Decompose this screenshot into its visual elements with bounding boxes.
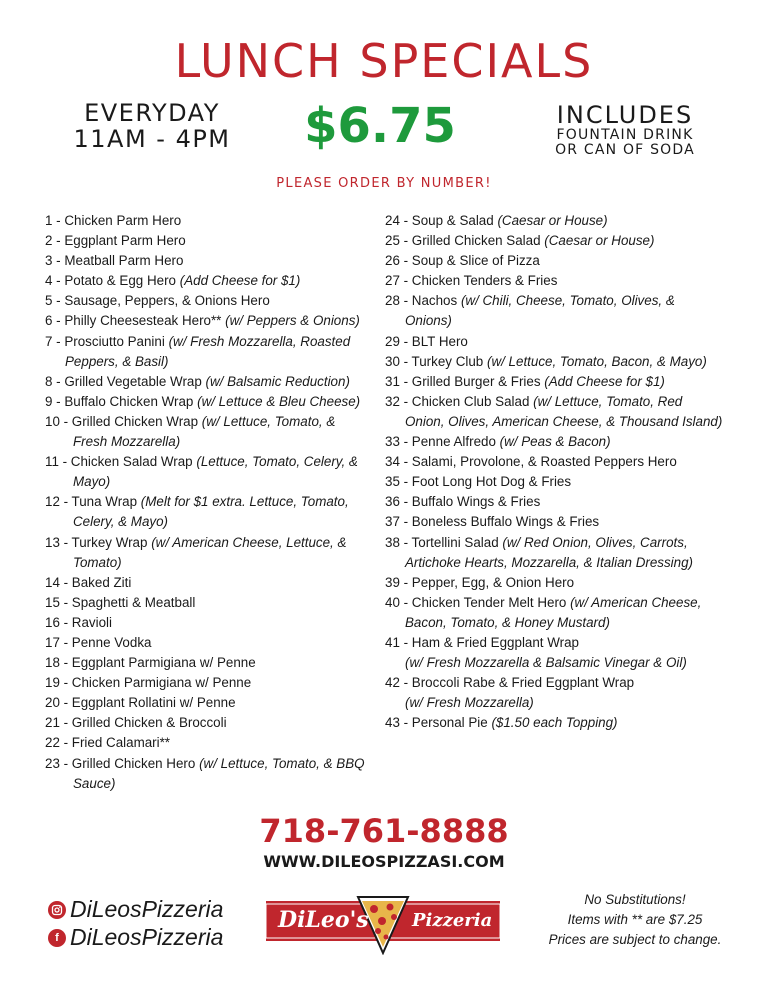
menu-item-description: (Lettuce, Tomato, Celery, &	[196, 454, 358, 470]
menu-item-description: (Caesar or House)	[497, 213, 608, 228]
order-by-number-note: PLEASE ORDER BY NUMBER!	[276, 176, 492, 191]
menu-item-name: 13 - Turkey Wrap	[45, 534, 148, 550]
menu-item	[45, 693, 375, 713]
menu-item-name: 6 - Philly Cheesesteak Hero**	[45, 313, 222, 329]
menu-item-name: 16 - Ravioli	[45, 614, 112, 630]
menu-item	[45, 673, 375, 693]
facebook-handle[interactable]	[48, 924, 223, 951]
menu-item	[45, 332, 375, 372]
menu-item	[45, 573, 375, 593]
menu-item-name: 32 - Chicken Club Salad	[385, 393, 530, 409]
menu-item-name: 17 - Penne Vodka	[45, 634, 152, 650]
dileos-logo	[266, 893, 500, 955]
website-link[interactable]: WWW.DILEOSPIZZASI.COM	[263, 852, 505, 871]
menu-item-description-continued: Tomato)	[73, 554, 122, 570]
menu-item-description-continued: (w/ Fresh Mozzarella & Balsamic Vinegar & Oil)	[405, 655, 687, 671]
menu-item-name: 11 - Chicken Salad Wrap	[45, 454, 193, 470]
menu-item	[45, 713, 375, 733]
menu-item-name: 37 - Boneless Buffalo Wings & Fries	[385, 514, 600, 530]
phone-number[interactable]: 718-761-8888	[259, 812, 509, 850]
includes-line-drink: FOUNTAIN DRINK	[556, 127, 694, 143]
menu-item	[385, 713, 725, 733]
menu-item	[45, 412, 375, 452]
menu-item-name: 20 - Eggplant Rollatini w/ Penne	[45, 695, 236, 711]
menu-item-description-continued: Onions)	[405, 313, 452, 329]
menu-item-name: 43 - Personal Pie	[385, 715, 488, 731]
menu-item	[45, 251, 375, 271]
menu-item-description: (w/ American Cheese,	[570, 594, 702, 610]
menu-item-name: 42 - Broccoli Rabe & Fried Eggplant Wrap	[385, 675, 635, 691]
instagram-label: DiLeosPizzeria	[70, 896, 224, 922]
menu-item-description: (w/ Lettuce, Tomato, Bacon, & Mayo)	[486, 353, 707, 369]
note-starred-price: Items with ** are $7.25	[567, 912, 703, 927]
special-price: $6.75	[304, 98, 456, 154]
menu-item	[385, 251, 725, 271]
menu-item-name: 40 - Chicken Tender Melt Hero	[385, 594, 567, 610]
menu-item	[385, 512, 725, 532]
menu-item-description-continued: Celery, & Mayo)	[73, 514, 168, 530]
page-title: LUNCH SPECIALS	[174, 34, 594, 88]
menu-column-right	[385, 211, 725, 733]
instagram-icon	[48, 901, 66, 919]
menu-item	[45, 452, 375, 492]
menu-item-name: 9 - Buffalo Chicken Wrap	[45, 393, 194, 409]
menu-item	[385, 332, 725, 352]
menu-item	[385, 392, 725, 432]
menu-item-description-continued: Bacon, Tomato, & Honey Mustard)	[405, 614, 610, 630]
menu-item-name: 4 - Potato & Egg Hero	[45, 273, 177, 289]
footer-notes	[540, 890, 730, 950]
menu-item-description: (w/ Lettuce, Tomato, &	[201, 413, 336, 429]
menu-item-description: (w/ Lettuce, Tomato, Red	[533, 393, 683, 409]
menu-item	[385, 472, 725, 492]
menu-item-name: 38 - Tortellini Salad	[385, 534, 499, 550]
menu-item	[385, 673, 725, 713]
hours-days: EVERYDAY	[84, 99, 220, 127]
hours-time: 11AM - 4PM	[73, 125, 231, 153]
facebook-icon: f	[48, 929, 66, 947]
hours-block	[72, 100, 232, 152]
menu-item-name: 29 - BLT Hero	[385, 333, 468, 349]
menu-item-description: (Add Cheese for $1)	[544, 373, 665, 389]
menu-item	[45, 754, 375, 794]
logo-text-pizzeria: Pizzeria	[412, 910, 493, 931]
menu-item-name: 24 - Soup & Salad	[385, 213, 494, 228]
menu-item	[45, 653, 375, 673]
menu-item-name: 1 - Chicken Parm Hero	[45, 213, 182, 228]
menu-item	[45, 271, 375, 291]
menu-item-name: 26 - Soup & Slice of Pizza	[385, 253, 540, 269]
menu-item	[45, 533, 375, 573]
menu-item-description: (w/ Peppers & Onions)	[225, 313, 360, 329]
menu-item-description-continued: Fresh Mozzarella)	[73, 434, 181, 450]
menu-item	[385, 593, 725, 633]
menu-item-name: 33 - Penne Alfredo	[385, 434, 496, 450]
menu-item	[385, 271, 725, 291]
includes-block	[540, 102, 710, 158]
menu-item	[385, 533, 725, 573]
menu-item-name: 41 - Ham & Fried Eggplant Wrap	[385, 634, 580, 650]
menu-item-description: (w/ Lettuce, Tomato, & BBQ	[199, 755, 365, 771]
menu-item	[385, 633, 725, 673]
menu-item-description: ($1.50 each Topping)	[491, 715, 618, 731]
menu-item-name: 34 - Salami, Provolone, & Roasted Peppers Hero	[385, 454, 677, 470]
menu-item	[385, 452, 725, 472]
menu-item-description: (Melt for $1 extra. Lettuce, Tomato,	[140, 494, 349, 510]
menu-item	[45, 211, 375, 231]
menu-item	[45, 613, 375, 633]
menu-item-description: (Add Cheese for $1)	[179, 273, 301, 289]
menu-item	[45, 492, 375, 532]
includes-line-soda: OR CAN OF SODA	[555, 142, 695, 158]
menu-item-name: 30 - Turkey Club	[385, 353, 484, 369]
menu-item-description: (w/ Chili, Cheese, Tomato, Olives, &	[460, 293, 675, 309]
menu-item-name: 18 - Eggplant Parmigiana w/ Penne	[45, 655, 256, 671]
menu-item-name: 14 - Baked Ziti	[45, 574, 132, 590]
menu-item-name: 39 - Pepper, Egg, & Onion Hero	[385, 574, 575, 590]
menu-item	[45, 372, 375, 392]
menu-item	[45, 231, 375, 251]
menu-item-name: 3 - Meatball Parm Hero	[45, 253, 184, 269]
menu-item-description: (w/ Red Onion, Olives, Carrots,	[502, 534, 688, 550]
menu-item-name: 25 - Grilled Chicken Salad	[385, 233, 541, 249]
menu-item	[45, 633, 375, 653]
menu-item-description: (w/ Peas & Bacon)	[499, 434, 611, 450]
menu-item-description: (w/ Lettuce & Bleu Cheese)	[197, 393, 361, 409]
menu-item-name: 19 - Chicken Parmigiana w/ Penne	[45, 675, 252, 691]
menu-item-name: 7 - Prosciutto Panini	[45, 333, 165, 349]
menu-item	[385, 432, 725, 452]
logo-text-dileos: DiLeo's	[278, 907, 369, 933]
menu-item-name: 35 - Foot Long Hot Dog & Fries	[385, 474, 572, 490]
menu-item-name: 5 - Sausage, Peppers, & Onions Hero	[45, 293, 270, 309]
menu-item	[385, 492, 725, 512]
menu-item	[45, 733, 375, 753]
menu-item-description: (w/ American Cheese, Lettuce, &	[151, 534, 347, 550]
menu-item	[45, 311, 375, 331]
menu-item	[385, 291, 725, 331]
note-prices-change: Prices are subject to change.	[548, 932, 722, 947]
menu-item	[385, 372, 725, 392]
menu-item	[385, 352, 725, 372]
menu-item	[385, 573, 725, 593]
menu-item-name: 2 - Eggplant Parm Hero	[45, 233, 186, 249]
menu-item-description-continued: Artichoke Hearts, Mozzarella, & Italian Dressing)	[405, 554, 694, 570]
menu-item-description-continued: (w/ Fresh Mozzarella)	[405, 695, 534, 711]
menu-item-name: 15 - Spaghetti & Meatball	[45, 594, 196, 610]
menu-item-description: (Caesar or House)	[544, 233, 655, 249]
menu-item-description-continued: Mayo)	[73, 474, 111, 490]
menu-item-name: 8 - Grilled Vegetable Wrap	[45, 373, 202, 389]
note-no-substitutions: No Substitutions!	[584, 892, 686, 907]
menu-item-description-continued: Peppers, & Basil)	[65, 353, 169, 369]
menu-item-name: 27 - Chicken Tenders & Fries	[385, 273, 558, 289]
menu-item-description: (w/ Balsamic Reduction)	[205, 373, 350, 389]
menu-item-name: 31 - Grilled Burger & Fries	[385, 373, 541, 389]
menu-item-description-continued: Sauce)	[73, 775, 116, 791]
menu-item	[45, 291, 375, 311]
menu-item-description: (w/ Fresh Mozzarella, Roasted	[168, 333, 351, 349]
menu-item	[45, 392, 375, 412]
menu-item-name: 36 - Buffalo Wings & Fries	[385, 494, 541, 510]
menu-item-name: 12 - Tuna Wrap	[45, 494, 138, 510]
menu-item-name: 10 - Grilled Chicken Wrap	[45, 413, 199, 429]
instagram-handle[interactable]	[48, 896, 223, 923]
menu-item-name: 22 - Fried Calamari**	[45, 735, 171, 751]
menu-item-description-continued: Onion, Olives, American Cheese, & Thousand Island)	[405, 413, 723, 429]
menu-item-name: 23 - Grilled Chicken Hero	[45, 755, 196, 771]
menu-item-name: 21 - Grilled Chicken & Broccoli	[45, 715, 227, 731]
facebook-label: DiLeosPizzeria	[70, 924, 224, 950]
menu-item-name: 28 - Nachos	[385, 293, 458, 309]
menu-column-left	[45, 211, 375, 794]
menu-item	[385, 211, 725, 231]
menu-item	[385, 231, 725, 251]
includes-heading: INCLUDES	[556, 101, 694, 129]
menu-item	[45, 593, 375, 613]
